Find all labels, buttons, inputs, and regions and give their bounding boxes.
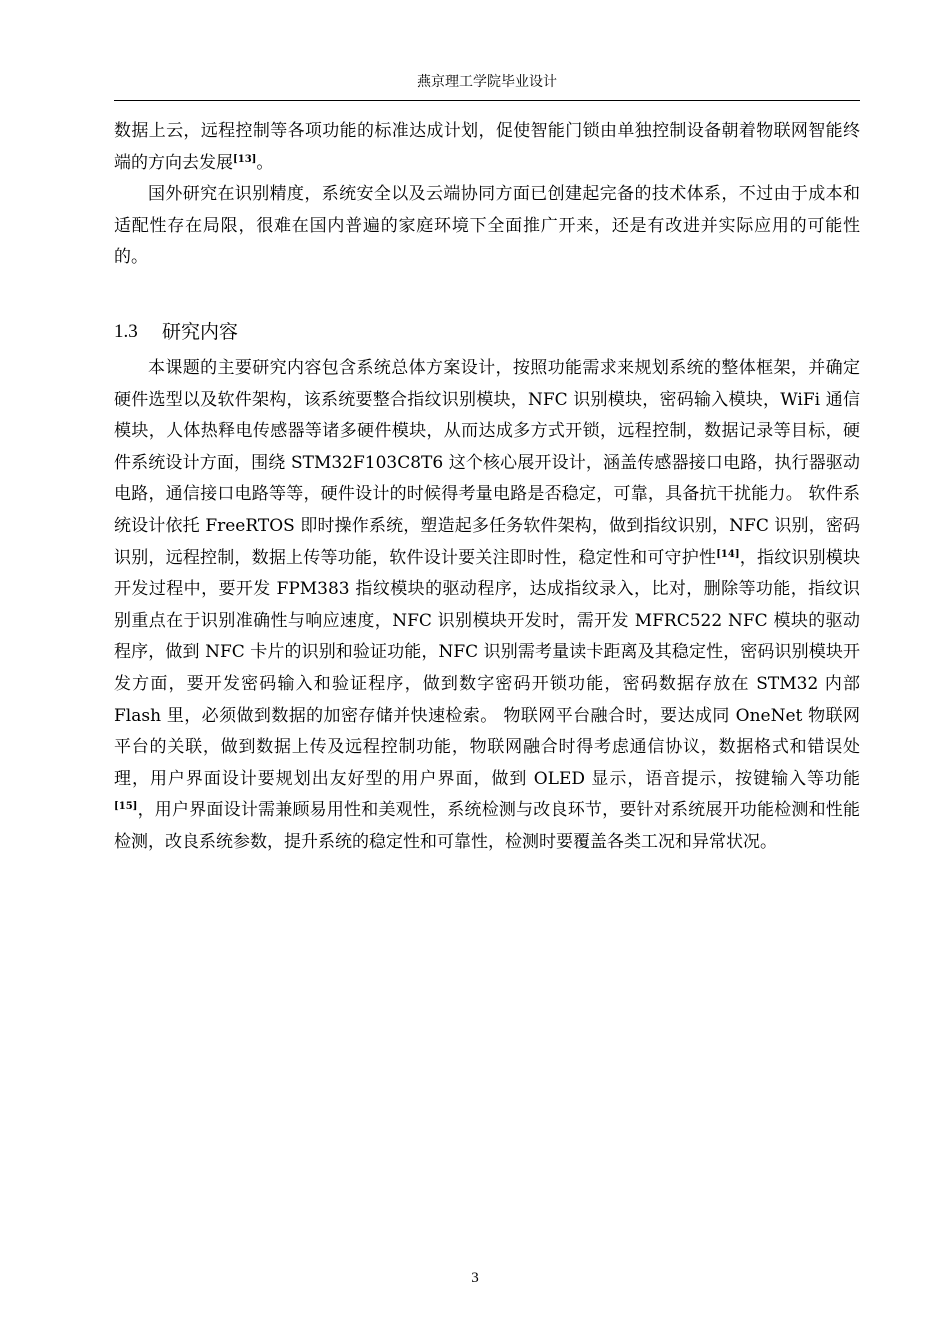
intro-paragraph-continued xyxy=(114,116,860,179)
citation-14: [14] xyxy=(716,548,740,560)
citation-13: [13] xyxy=(233,153,257,165)
body-segment-3: ，用户界面设计需兼顾易用性和美观性，系统检测与改良环节，要针对系统展开功能检测和性能检测，改良系统参数，提升系统的稳定性和可靠性，检测时要覆盖各类工况和异常状况。 xyxy=(114,800,860,852)
page-header: 燕京理工学院毕业设计 xyxy=(417,74,557,90)
intro-paragraph-2: 国外研究在识别精度，系统安全以及云端协同方面已创建起完备的技术体系，不过由于成本和适配性存在局限，很难在国内普遍的家庭环境下全面推广开来，还是有改进并实际应用的可能性的。 xyxy=(114,184,860,268)
research-content-paragraph xyxy=(114,353,860,859)
intro-p1-text: 数据上云，远程控制等各项功能的标准达成计划，促使智能门锁由单独控制设备朝着物联网智能终端的方向去发展 xyxy=(114,121,860,173)
intro-p1-end: 。 xyxy=(256,152,274,173)
page-content xyxy=(114,116,860,858)
section-number: 1.3 xyxy=(114,320,138,342)
body-segment-1: 本课题的主要研究内容包含系统总体方案设计，按照功能需求来规划系统的整体框架，并确定硬件选型以及软件架构，该系统要整合指纹识别模块，NFC 识别模块，密码输入模块，WiFi 通信模块，人体热释电传感器等诸多硬件模块，从而达成多方式开锁，远程控制，数据记录等目标，硬件系统设计方面，围绕 STM32F103C8T6 这个核心展开设计，涵盖传感器接口电路，执行器驱动电路，通信接口电路等等，硬件设计的时候得考量电路是否稳定，可靠，具备抗干扰能力。 软件系统设计依托 FreeRTOS 即时操作系统，塑造起多任务软件架构，做到指纹识别，NFC 识别，密码识别，远程控制，数据上传等功能，软件设计要关注即时性，稳定性和可守护性 xyxy=(114,357,860,568)
citation-15: [15] xyxy=(114,801,138,813)
section-heading xyxy=(114,311,860,353)
section-title: 研究内容 xyxy=(162,320,239,343)
page-number: 3 xyxy=(471,1270,479,1286)
body-segment-2: ，指纹识别模块开发过程中，要开发 FPM383 指纹模块的驱动程序，达成指纹录入，比对，删除等功能，指纹识别重点在于识别准确性与响应速度，NFC 识别模块开发时，需开发 MFRC522 NFC 模块的驱动程序，做到 NFC 卡片的识别和验证功能，NFC 识别需考量读卡距离及其稳定性，密码识别模块开发方面，要开发密码输入和验证程序，做到数字密码开锁功能，密码数据存放在 STM32 内部 Flash 里，必须做到数据的加密存储并快速检索。 物联网平台融合时，要达成同 OneNet 物联网平台的关联，做到数据上传及远程控制功能，物联网融合时得考虑通信协议，数据格式和错误处理，用户界面设计要规划出友好型的用户界面，做到 OLED 显示，语音提示，按键输入等功能 xyxy=(114,547,861,789)
header-rule xyxy=(114,100,860,101)
